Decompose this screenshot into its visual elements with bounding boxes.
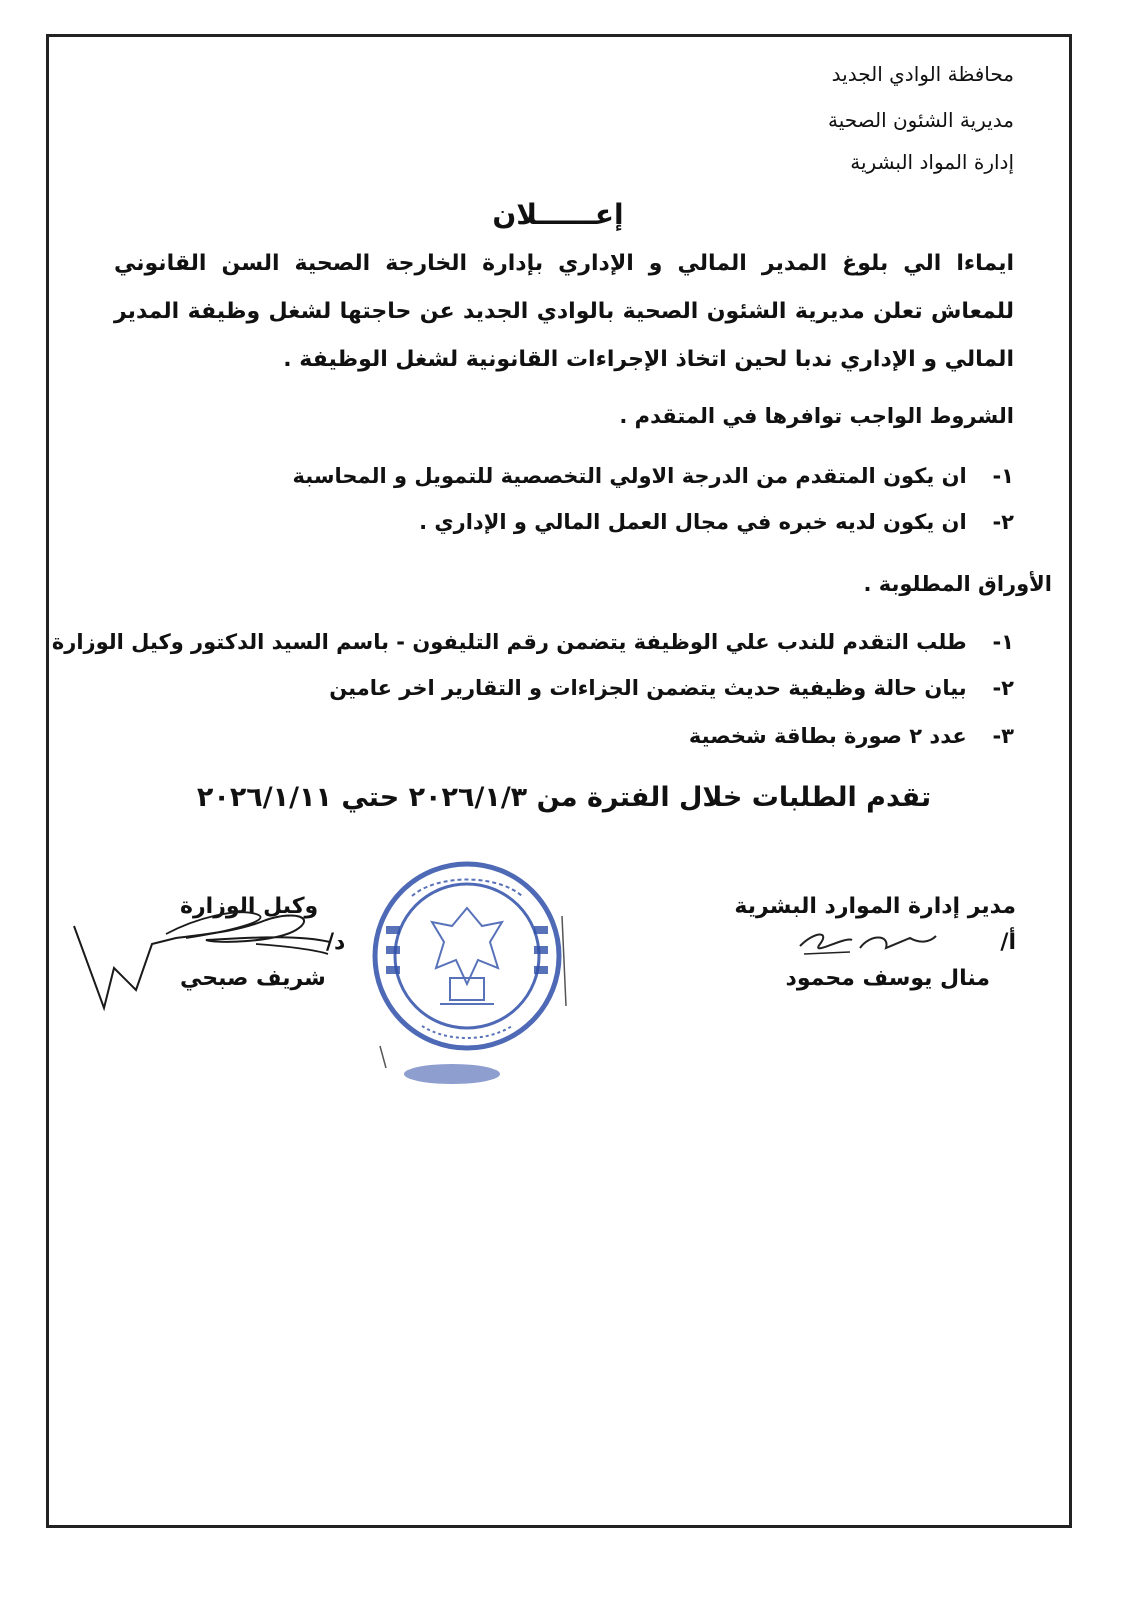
announcement-title-text: إعــــــلان xyxy=(492,198,624,231)
right-signatory-name: منال يوسف محمود xyxy=(785,966,990,991)
condition-num-2: ٢- xyxy=(992,510,1014,534)
document-text-3: عدد ٢ صورة بطاقة شخصية xyxy=(688,724,967,748)
left-signatory-name: شريف صبحي xyxy=(180,966,326,991)
document-item-1 xyxy=(52,632,1014,653)
left-signatory-title: وكيل الوزارة xyxy=(180,894,319,919)
condition-num-1: ١- xyxy=(992,464,1014,488)
document-num-2: ٢- xyxy=(992,676,1014,700)
condition-text-1: ان يكون المتقدم من الدرجة الاولي التخصصية للتمويل و المحاسبة xyxy=(292,464,967,488)
conditions-heading: الشروط الواجب توافرها في المتقدم . xyxy=(619,404,1014,428)
header-governorate: محافظة الوادي الجديد xyxy=(831,62,1014,86)
official-seal-stamp xyxy=(352,856,582,1096)
deadline-text: تقدم الطلبات خلال الفترة من ٢٠٢٦/١/٣ حتي ٢٠٢٦/١/١١ xyxy=(196,782,932,813)
documents-heading: الأوراق المطلوبة . xyxy=(863,572,1052,596)
announcement-title xyxy=(0,198,1132,231)
document-text-2: بيان حالة وظيفية حديث يتضمن الجزاءات و التقارير اخر عامين xyxy=(329,676,967,700)
condition-item-2 xyxy=(419,512,1014,533)
intro-paragraph: ايماءا الي بلوغ المدير المالي و الإداري بإدارة الخارجة الصحية السن القانوني للمعاش تعلن مديرية الشئون الصحية بالوادي الجديد عن حاجتها لشغل وظيفة المدير المالي و الإداري ندبا لحين اتخاذ الإجراءات القانونية لشغل الوظيفة . xyxy=(114,251,1014,372)
document-num-3: ٣- xyxy=(992,724,1014,748)
header-directorate: مديرية الشئون الصحية xyxy=(827,108,1014,132)
condition-text-2: ان يكون لديه خبره في مجال العمل المالي و الإداري . xyxy=(419,510,967,534)
left-signature-scribble xyxy=(66,898,336,1028)
deadline-line xyxy=(0,782,1132,813)
condition-item-1 xyxy=(293,466,1014,487)
document-text-1: طلب التقدم للندب علي الوظيفة يتضمن رقم التليفون - باسم السيد الدكتور وكيل الوزارة xyxy=(51,630,967,654)
document-item-2 xyxy=(329,678,1014,699)
header-department: إدارة المواد البشرية xyxy=(850,150,1014,174)
document-item-3 xyxy=(689,726,1014,747)
right-signature-scribble xyxy=(790,926,940,966)
right-signatory-title: مدير إدارة الموارد البشرية xyxy=(734,894,1016,919)
left-signatory-prefix: د/ xyxy=(326,930,346,955)
right-signatory-prefix: أ/ xyxy=(1000,930,1016,955)
document-num-1: ١- xyxy=(992,630,1014,654)
